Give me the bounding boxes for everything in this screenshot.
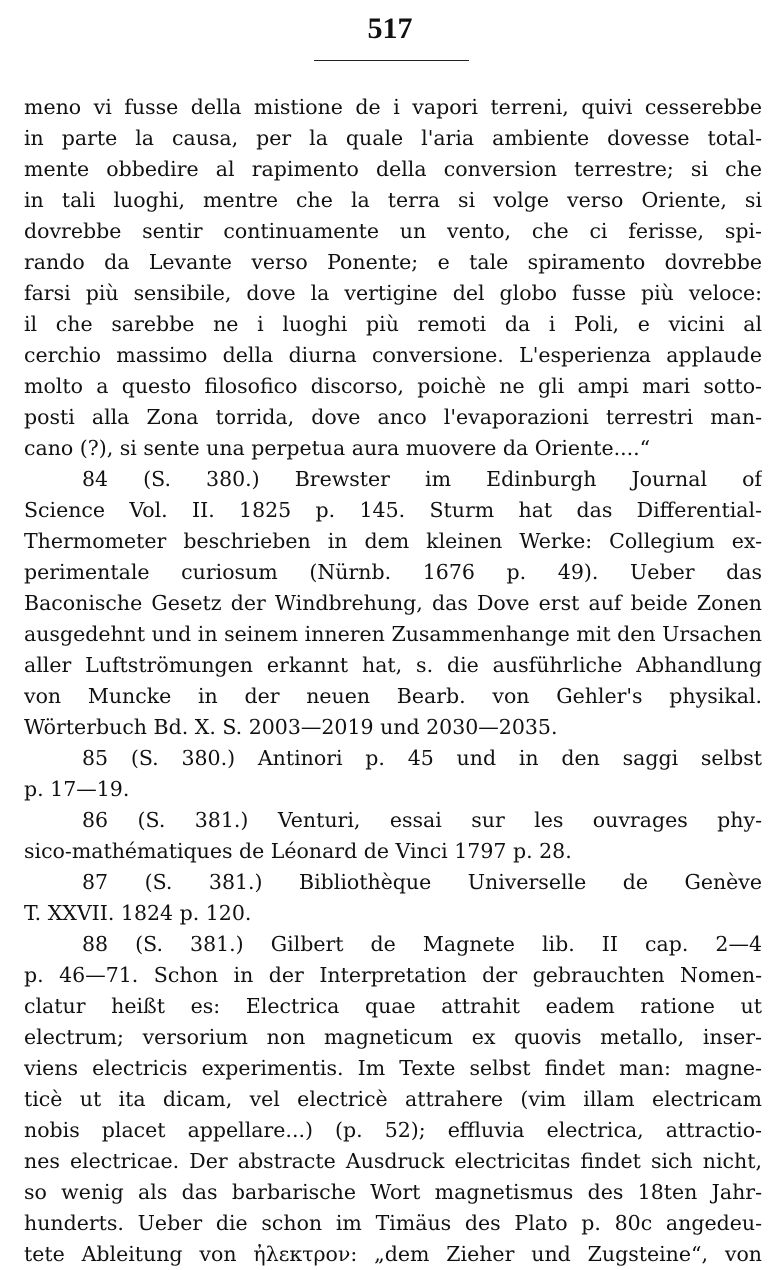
text-line: clatur heißt es: Electrica quae attrahit eadem ratione ut xyxy=(24,994,762,1018)
text-line: cerchio massimo della diurna conversione. L'esperienza applaude xyxy=(24,343,762,367)
header-rule xyxy=(314,60,469,61)
text-line: von Muncke in der neuen Bearb. von Gehler's physikal. xyxy=(24,684,762,708)
text-line: rando da Levante verso Ponente; e tale spiramento dovrebbe xyxy=(24,250,762,274)
text-line: meno vi fusse della mistione de i vapori terreni, quivi cesserebbe xyxy=(24,95,762,119)
text-line: nobis placet appellare...) (p. 52); effluvia electrica, attractio- xyxy=(24,1118,762,1142)
text-line: electrum; versorium non magneticum ex quovis metallo, inser- xyxy=(24,1025,762,1049)
text-line: aller Luftströmungen erkannt hat, s. die ausführliche Abhandlung xyxy=(24,653,762,677)
text-line: 88 (S. 381.) Gilbert de Magnete lib. II cap. 2—4 xyxy=(82,932,762,956)
text-line: T. XXVII. 1824 p. 120. xyxy=(24,901,252,925)
text-line: molto a questo filosofico discorso, poichè ne gli ampi mari sotto- xyxy=(24,374,762,398)
text-line: Wörterbuch Bd. X. S. 2003—2019 und 2030—2035. xyxy=(24,715,558,739)
text-line: cano (?), si sente una perpetua aura muovere da Oriente....“ xyxy=(24,436,651,460)
text-line: hunderts. Ueber die schon im Timäus des Plato p. 80c angedeu- xyxy=(24,1211,762,1235)
body-text xyxy=(24,92,762,1270)
text-line: perimentale curiosum (Nürnb. 1676 p. 49). Ueber das xyxy=(24,560,762,584)
text-line: ausgedehnt und in seinem inneren Zusammenhange mit den Ursachen xyxy=(24,622,762,646)
text-line: 84 (S. 380.) Brewster im Edinburgh Journal of xyxy=(82,467,762,491)
text-line: so wenig als das barbarische Wort magnetismus des 18ten Jahr- xyxy=(24,1180,762,1204)
text-line: Baconische Gesetz der Windbrehung, das Dove erst auf beide Zonen xyxy=(24,591,762,615)
text-line: tete Ableitung von ἠλεκτρον: „dem Zieher und Zugsteine“, von xyxy=(24,1242,762,1266)
page-number: 517 xyxy=(367,12,413,45)
text-line: Science Vol. II. 1825 p. 145. Sturm hat das Differential- xyxy=(24,498,762,522)
text-line: il che sarebbe ne i luoghi più remoti da i Poli, e vicini al xyxy=(24,312,762,336)
text-line: in parte la causa, per la quale l'aria ambiente dovesse total- xyxy=(24,126,762,150)
text-line: in tali luoghi, mentre che la terra si volge verso Oriente, si xyxy=(24,188,762,212)
text-line: mente obbedire al rapimento della conversion terrestre; si che xyxy=(24,157,762,181)
text-line: 85 (S. 380.) Antinori p. 45 und in den saggi selbst xyxy=(82,746,762,770)
text-line: sico-mathématiques de Léonard de Vinci 1797 p. 28. xyxy=(24,839,572,863)
text-line: Thermometer beschrieben in dem kleinen Werke: Collegium ex- xyxy=(24,529,762,553)
text-line: posti alla Zona torrida, dove anco l'evaporazioni terrestri man- xyxy=(24,405,762,429)
text-line: farsi più sensibile, dove la vertigine del globo fusse più veloce: xyxy=(24,281,762,305)
text-line: 86 (S. 381.) Venturi, essai sur les ouvrages phy- xyxy=(82,808,762,832)
text-line: dovrebbe sentir continuamente un vento, che ci ferisse, spi- xyxy=(24,219,762,243)
text-line: 87 (S. 381.) Bibliothèque Universelle de Genève xyxy=(82,870,762,894)
text-line: p. 17—19. xyxy=(24,777,130,801)
text-line: ticè ut ita dicam, vel electricè attrahere (vim illam electricam xyxy=(24,1087,762,1111)
text-line: viens electricis experimentis. Im Texte selbst findet man: magne- xyxy=(24,1056,762,1080)
text-line: p. 46—71. Schon in der Interpretation der gebrauchten Nomen- xyxy=(24,963,762,987)
text-line: nes electricae. Der abstracte Ausdruck electricitas findet sich nicht, xyxy=(24,1149,762,1173)
